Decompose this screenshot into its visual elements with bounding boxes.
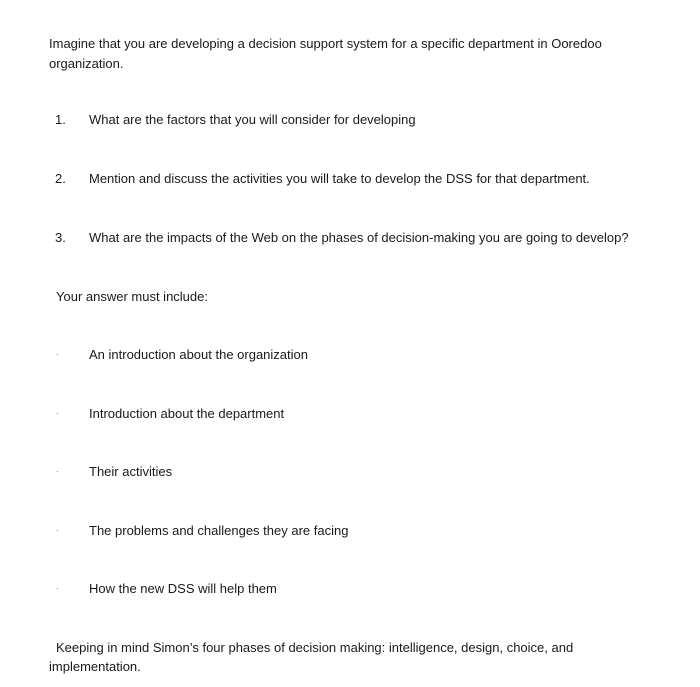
list-item-text: The problems and challenges they are facing (89, 523, 349, 538)
list-item-text: Their activities (89, 464, 173, 479)
question-text: What are the impacts of the Web on the phases of decision-making you are going to develop? (89, 230, 629, 245)
question-number: 2. (55, 171, 66, 186)
closing-paragraph (49, 638, 649, 676)
intro-paragraph: Imagine that you are developing a decision support system for a specific department in Ooredoo organization. (49, 36, 602, 71)
closing-text: Keeping in mind Simon’s four phases of decision making: intelligence, design, choice, and implementation. (49, 640, 574, 674)
bullet-icon: · (56, 526, 59, 535)
question-text: What are the factors that you will consider for developing (89, 112, 416, 127)
question-number: 3. (55, 230, 66, 245)
list-item-text: Introduction about the department (89, 406, 285, 421)
bullet-icon: · (56, 467, 59, 476)
must-include-label: Your answer must include: (56, 289, 208, 304)
question-text: Mention and discuss the activities you will take to develop the DSS for that department. (89, 171, 590, 186)
list-item-text: How the new DSS will help them (89, 581, 277, 596)
bullet-icon: · (56, 350, 59, 359)
question-number: 1. (55, 112, 66, 127)
bullet-icon: · (56, 409, 59, 418)
list-item-text: An introduction about the organization (89, 347, 308, 362)
bullet-icon: · (56, 584, 59, 593)
